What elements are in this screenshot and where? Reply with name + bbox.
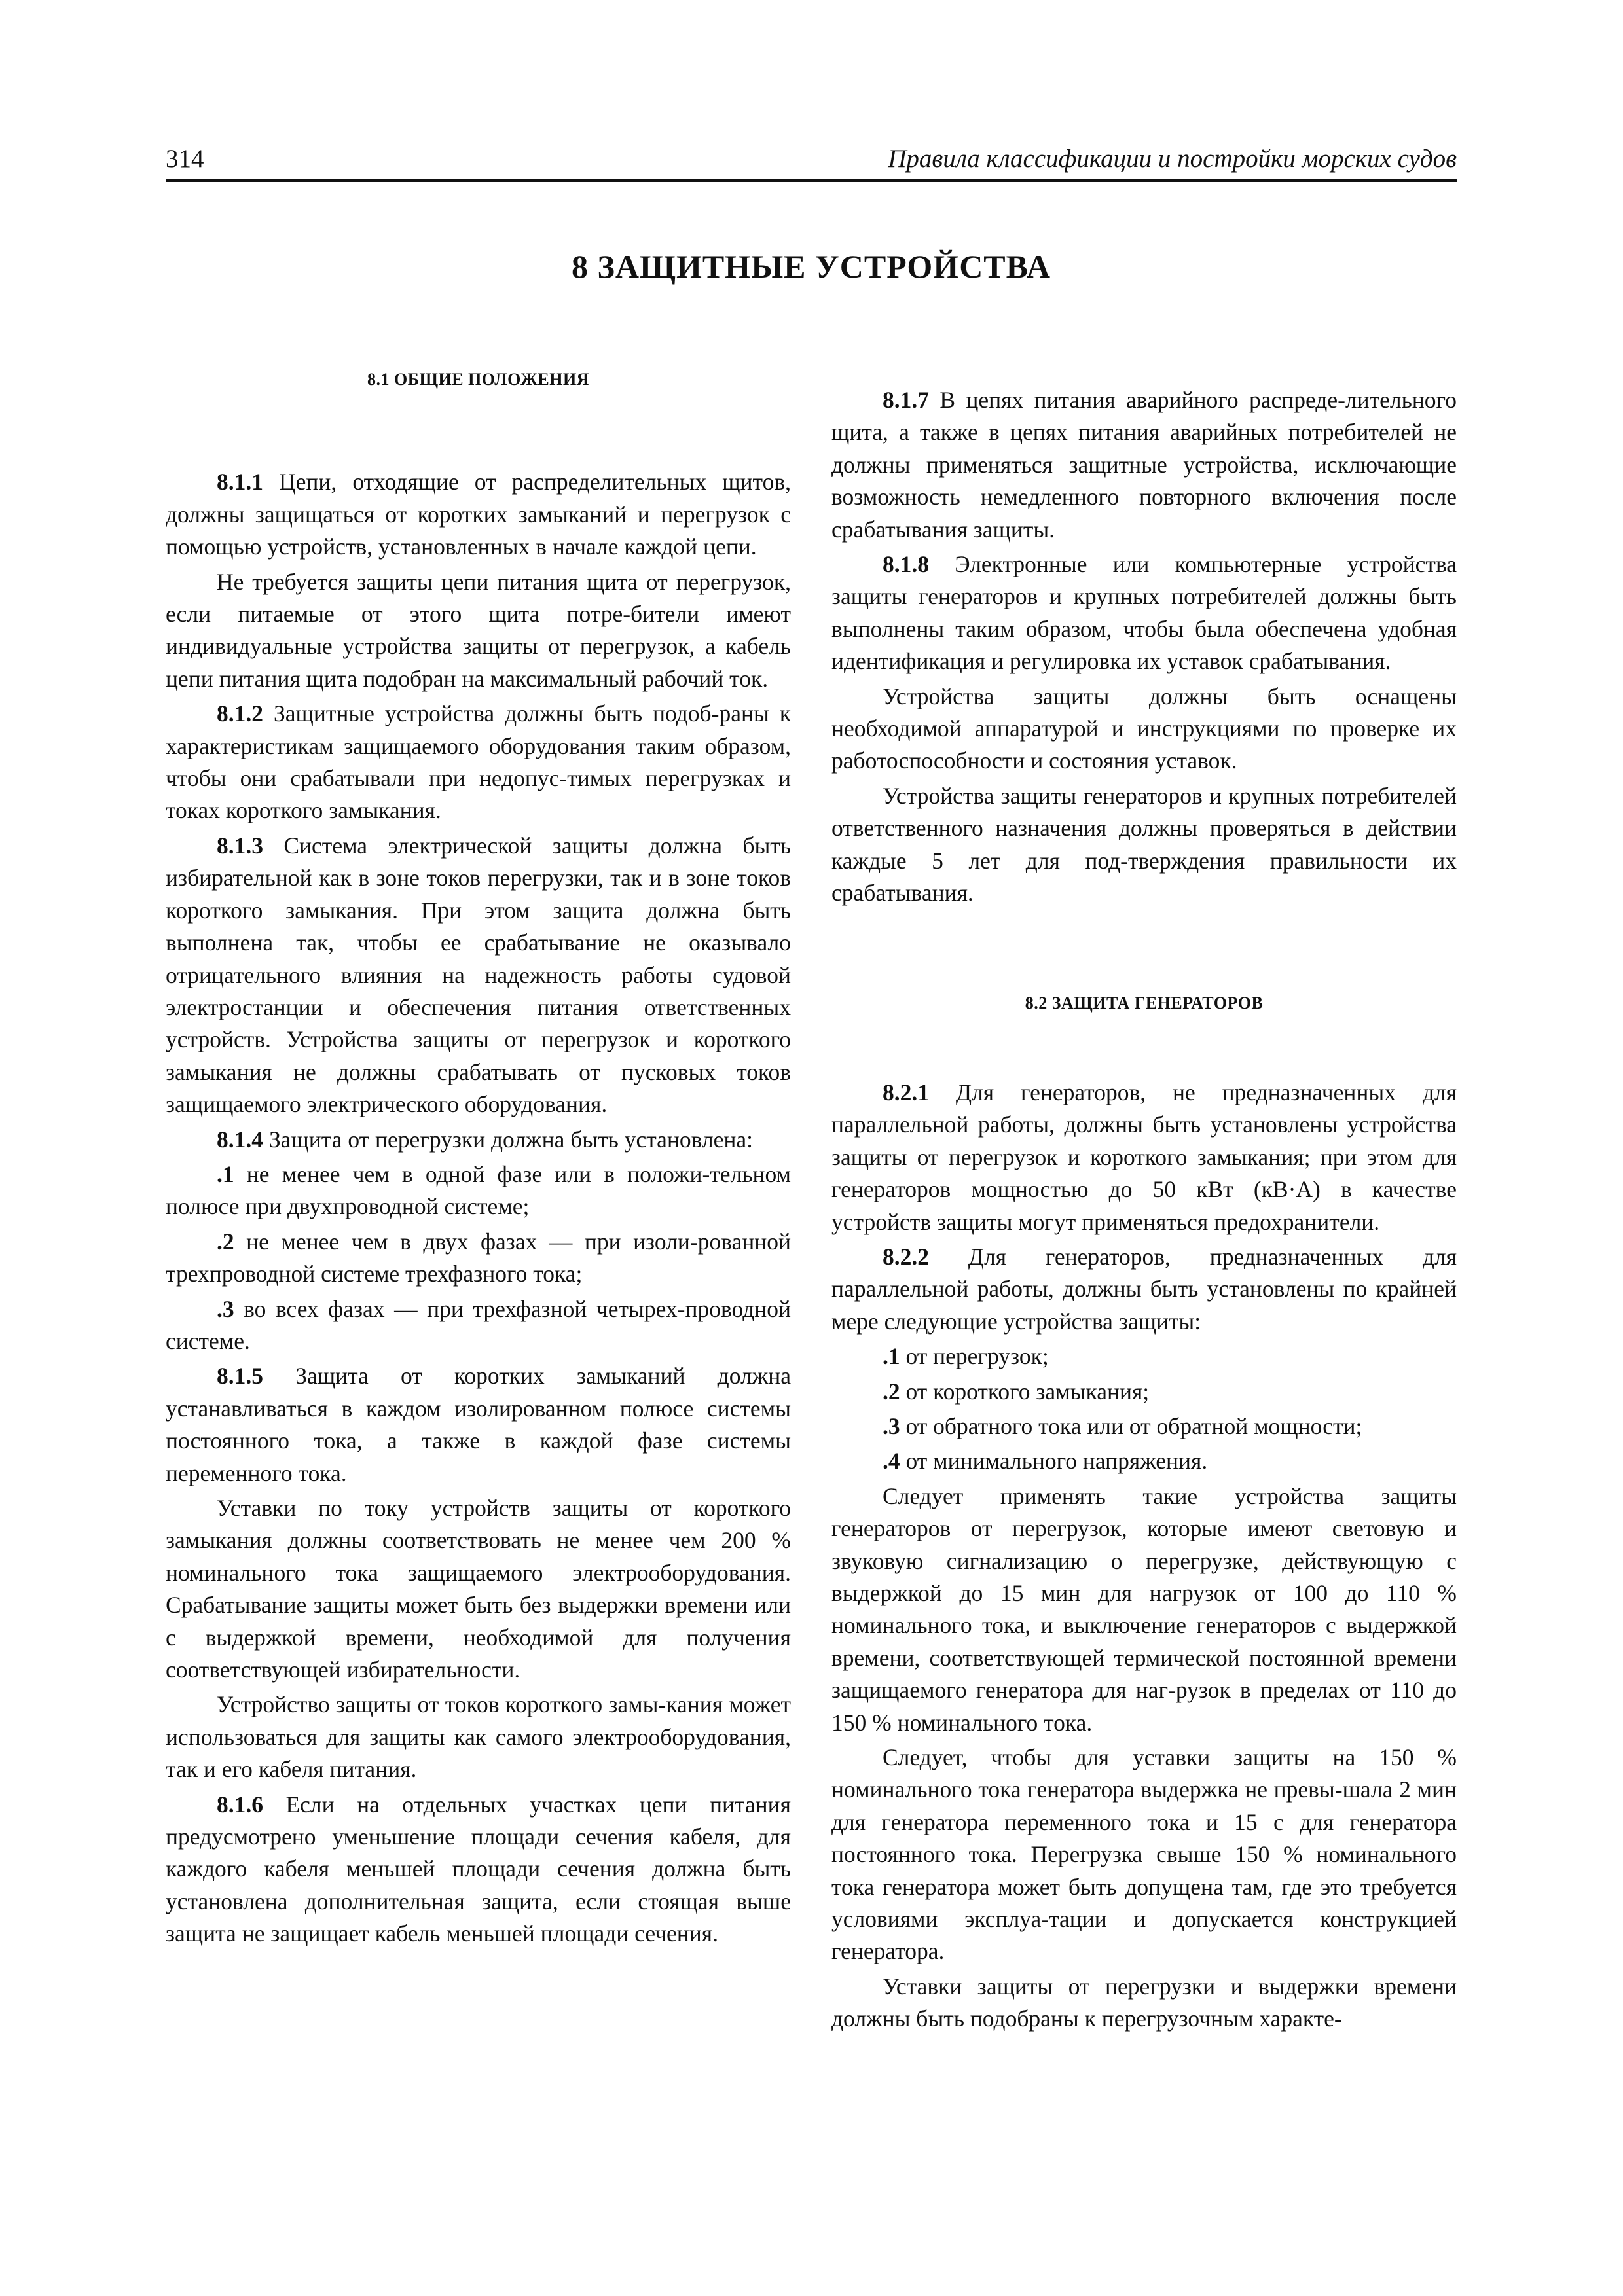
list-item: [166, 1226, 791, 1291]
running-header-title: Правила классификации и постройки морских судов: [888, 145, 1457, 173]
list-item-text: от короткого замыкания;: [900, 1378, 1150, 1405]
list-item-number: .3: [883, 1412, 900, 1439]
paragraph-text: Уставки защиты от перегрузки и выдержки времени должны быть подобраны к перегрузочным характе-: [831, 1973, 1457, 2032]
clause-number: 8.1.3: [217, 832, 263, 859]
paragraph-text: Защита от перегрузки должна быть установлена:: [263, 1126, 754, 1153]
paragraph-text: В цепях питания аварийного распреде-лительного щита, а также в цепях питания аварийных потребителей не должны применяться защитные устройства, исключающие возможность немедленного повторного включения после срабатывания защиты.: [831, 387, 1457, 543]
paragraph-text: Система электрической защиты должна быть избирательной как в зоне токов перегрузки, так и в зоне токов короткого замыкания. При этом защита должна быть выполнена так, чтобы ее срабатывание не оказывало отрицательного влияния на надежность работы судовой электростанции и обеспечения питания ответственных устройств. Устройства защиты от перегрузок и короткого замыкания не должны срабатывать от пусковых токов защищаемого электрического оборудования.: [166, 832, 791, 1118]
paragraph: [831, 1971, 1457, 2036]
list-item: [831, 1340, 1457, 1372]
clause-number: 8.2.2: [883, 1243, 929, 1270]
paragraph: [831, 681, 1457, 778]
paragraph-text: Устройство защиты от токов короткого замы-кания может использоваться для защиты как самого электрооборудования, так и его кабеля питания.: [166, 1691, 791, 1783]
paragraph-text: Уставки по току устройств защиты от короткого замыкания должны соответствовать не менее чем 200 % номинального тока защищаемого электрооборудования. Срабатывание защиты может быть без выдержки времени или с выдержкой времени, необходимой для получения соответствующей избирательности.: [166, 1495, 791, 1683]
paragraph-text: Электронные или компьютерные устройства защиты генераторов и крупных потребителей должны быть выполнены таким образом, чтобы была обеспечена удобная идентификация и регулировка их уставок срабатывания.: [831, 551, 1457, 675]
list-item-number: .1: [883, 1343, 900, 1370]
list-item: [831, 1445, 1457, 1477]
clause-number: 8.1.8: [883, 551, 929, 578]
clause-number: 8.1.2: [217, 700, 263, 727]
section-heading-8-2: 8.2 ЗАЩИТА ГЕНЕРАТОРОВ: [1025, 993, 1264, 1013]
paragraph-text: Следует применять такие устройства защиты генераторов от перегрузок, которые имеют световую и звуковую сигнализацию о перегрузке, действующую с выдержкой до 15 мин для нагрузок от 100 до 110 % номинального тока, и выключение генераторов с выдержкой времени, соответствующей термической постоянной времени защищаемого генератора для наг-рузок в пределах от 110 до 150 % номинального тока.: [831, 1482, 1457, 1736]
clause-number: 8.1.4: [217, 1126, 263, 1153]
paragraph-8-1-4: [166, 1124, 791, 1156]
section-heading-8-1: 8.1 ОБЩИЕ ПОЛОЖЕНИЯ: [367, 370, 589, 389]
running-header: [166, 140, 1457, 182]
column-spacer: [831, 363, 1457, 384]
paragraph-8-1-8: [831, 548, 1457, 678]
list-item-text: не менее чем в одной фазе или в положи-тельном полюсе при двухпроводной системе;: [166, 1160, 791, 1220]
paragraph-text: Защита от коротких замыканий должна устанавливаться в каждом изолированном полюсе системы постоянного тока, а также в каждой фазе системы переменного тока.: [166, 1363, 791, 1486]
paragraph-8-1-1: [166, 466, 791, 563]
list-item: [166, 1293, 791, 1358]
clause-number: 8.1.5: [217, 1363, 263, 1390]
paragraph-8-2-1: [831, 1077, 1457, 1238]
left-column: [166, 363, 791, 1953]
paragraph-text: Устройства защиты должны быть оснащены необходимой аппаратурой и инструкциями по проверке их работоспособности и состояния уставок.: [831, 683, 1457, 774]
clause-number: 8.1.7: [883, 387, 929, 413]
paragraph-8-1-6: [166, 1789, 791, 1950]
paragraph-8-1-2: [166, 698, 791, 827]
paragraph: [831, 1742, 1457, 1968]
paragraph: [831, 780, 1457, 910]
paragraph-8-1-7: [831, 384, 1457, 546]
list-item: [166, 1158, 791, 1223]
list-item-number: .3: [217, 1295, 234, 1322]
paragraph-8-1-3: [166, 830, 791, 1121]
paragraph-text: Устройства защиты генераторов и крупных потребителей ответственного назначения должны проверяться в действии каждые 5 лет для под-тверждения правильности их срабатывания.: [831, 782, 1457, 906]
list-item-number: .1: [217, 1160, 234, 1187]
list-item-number: .2: [217, 1228, 234, 1255]
clause-number: 8.1.1: [217, 469, 263, 495]
list-item-text: во всех фазах — при трехфазной четырех-проводной системе.: [166, 1295, 791, 1354]
list-item-text: от минимального напряжения.: [900, 1448, 1208, 1475]
paragraph-text: Цепи, отходящие от распределительных щитов, должны защищаться от коротких замыканий и перегрузок с помощью устройств, установленных в начале каждой цепи.: [166, 469, 791, 560]
paragraph: [166, 566, 791, 696]
paragraph-text: Следует, чтобы для уставки защиты на 150 % номинального тока генератора выдержка не превы-шала 2 мин для генератора переменного тока и 15 с для генератора постоянного тока. Перегрузка свыше 150 % номинального тока генератора может быть допущена там, где это требуется условиями эксплуа-тации и допускается конструкцией генератора.: [831, 1744, 1457, 1965]
paragraph-8-1-5: [166, 1360, 791, 1490]
list-item: [831, 1376, 1457, 1408]
paragraph-text: Для генераторов, предназначенных для параллельной работы, должны быть установлены по крайней мере следующие устройства защиты:: [831, 1243, 1457, 1335]
list-item: [831, 1410, 1457, 1443]
paragraph: [166, 1492, 791, 1686]
paragraph-text: Защитные устройства должны быть подоб-раны к характеристикам защищаемого оборудования таким образом, чтобы они срабатывали при недопус-тимых перегрузках и токах короткого замыкания.: [166, 700, 791, 824]
page-number: 314: [166, 145, 204, 173]
list-item-number: .2: [883, 1378, 900, 1405]
paragraph-text: Не требуется защиты цепи питания щита от перегрузок, если питаемые от этого щита потре-бители имеют индивидуальные устройства защиты от перегрузок, а кабель цепи питания щита подобран на максимальный рабочий ток.: [166, 568, 791, 692]
clause-number: 8.1.6: [217, 1791, 263, 1818]
right-column: [831, 363, 1457, 2038]
clause-number: 8.2.1: [883, 1079, 929, 1105]
list-item-number: .4: [883, 1448, 900, 1475]
paragraph-8-2-2: [831, 1241, 1457, 1338]
paragraph: [166, 1689, 791, 1785]
list-item-text: не менее чем в двух фазах — при изоли-рованной трехпроводной системе трехфазного тока;: [166, 1228, 791, 1287]
list-item-text: от обратного тока или от обратной мощности;: [900, 1412, 1362, 1439]
paragraph-text: Если на отдельных участках цепи питания предусмотрено уменьшение площади сечения кабеля, для каждого кабеля меньшей площади сечения должна быть установлена дополнительная защита, если стоящая выше защита не защищает кабель меньшей площади сечения.: [166, 1791, 791, 1947]
chapter-title: 8 ЗАЩИТНЫЕ УСТРОЙСТВА: [572, 248, 1051, 285]
paragraph: [831, 1480, 1457, 1739]
paragraph-text: Для генераторов, не предназначенных для параллельной работы, должны быть установлены устройства защиты от перегрузок и короткого замыкания; при этом для генераторов мощностью до 50 кВт (кВ·А) в качестве устройств защиты могут применяться предохранители.: [831, 1079, 1457, 1235]
list-item-text: от перегрузок;: [900, 1343, 1049, 1370]
